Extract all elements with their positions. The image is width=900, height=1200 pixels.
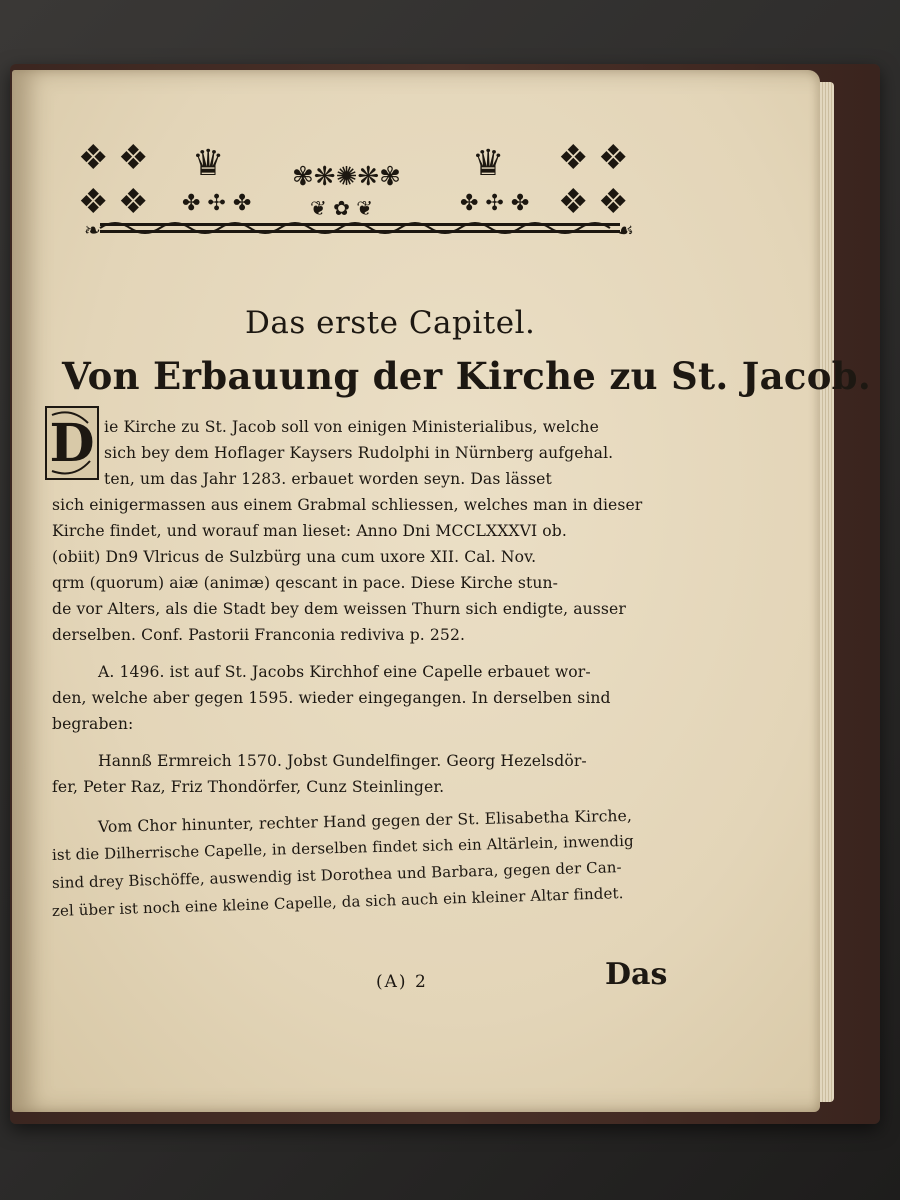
- drop-cap-initial: [44, 405, 100, 481]
- text-line: ten, um das Jahr 1283. erbauet worden seyn. Das lässet: [104, 470, 552, 488]
- svg-text:❖: ❖: [78, 138, 109, 178]
- svg-text:♛: ♛: [472, 143, 505, 184]
- svg-text:❖: ❖: [78, 182, 109, 222]
- text-line: begraben:: [52, 715, 134, 733]
- svg-text:❖: ❖: [558, 182, 589, 222]
- chapter-title: Das erste Capitel.: [245, 305, 536, 341]
- svg-text:✤ ✣ ✤: ✤ ✣ ✤: [460, 191, 530, 216]
- text-line: sich einigermassen aus einem Grabmal schliessen, welches man in dieser: [52, 496, 643, 514]
- chapter-heading: Von Erbauung der Kirche zu St. Jacob.: [62, 354, 872, 398]
- text-line: A. 1496. ist auf St. Jacobs Kirchhof eine Capelle erbauet wor-: [98, 663, 591, 681]
- ornament-band: [84, 218, 634, 242]
- svg-text:❖: ❖: [598, 182, 629, 222]
- svg-text:❧: ❧: [84, 218, 101, 242]
- text-line: ist die Dilherrische Capelle, in derselben findet sich ein Altärlein, inwendig: [51, 831, 634, 864]
- decorative-headpiece: [70, 135, 650, 245]
- text-line: Kirche findet, und worauf man lieset: Anno Dni MCCLXXXVI ob.: [52, 522, 567, 540]
- svg-text:✤ ✣ ✤: ✤ ✣ ✤: [182, 191, 252, 216]
- catchword: Das: [605, 957, 668, 992]
- drop-cap-letter: D: [49, 413, 95, 474]
- svg-text:❖: ❖: [598, 138, 629, 178]
- ornament-crown-left: [182, 143, 251, 216]
- text-line: fer, Peter Raz, Friz Thondörfer, Cunz Steinlinger.: [52, 778, 445, 796]
- text-line: derselben. Conf. Pastorii Franconia rediviva p. 252.: [52, 626, 466, 644]
- text-line: zel über ist noch eine kleine Capelle, da sich auch ein kleiner Altar findet.: [51, 884, 624, 920]
- svg-text:❖: ❖: [118, 182, 149, 222]
- text-line: qrm (quorum) aiæ (animæ) qescant in pace. Diese Kirche stun-: [52, 574, 559, 592]
- text-line: ie Kirche zu St. Jacob soll von einigen Ministerialibus, welche: [104, 418, 599, 436]
- signature-mark: (A) 2: [376, 972, 428, 992]
- ornament-center-flourish: [292, 162, 401, 220]
- svg-text:❖: ❖: [118, 138, 149, 178]
- svg-text:❖: ❖: [558, 138, 589, 178]
- svg-text:♛: ♛: [192, 143, 225, 184]
- ornament-rosettes-right: [558, 138, 628, 222]
- ornament-crown-right: [460, 143, 529, 216]
- text-line: sich bey dem Hoflager Kaysers Rudolphi in Nürnberg aufgehal.: [104, 444, 614, 462]
- text-line: Hannß Ermreich 1570. Jobst Gundelfinger. Georg Hezelsdör-: [98, 752, 587, 770]
- svg-text:❦ ✿ ❦: ❦ ✿ ❦: [310, 196, 373, 220]
- ornament-rosettes-left: [78, 138, 148, 222]
- svg-text:✾❋✺❋✾: ✾❋✺❋✾: [292, 162, 401, 192]
- text-line: sind drey Bischöffe, auswendig ist Dorothea und Barbara, gegen der Can-: [51, 858, 622, 892]
- svg-text:☙: ☙: [616, 218, 634, 242]
- text-line: (obiit) Dn9 Vlricus de Sulzbürg una cum uxore XII. Cal. Nov.: [52, 548, 537, 566]
- text-line: den, welche aber gegen 1595. wieder eingegangen. In derselben sind: [52, 689, 611, 707]
- text-line: Vom Chor hinunter, rechter Hand gegen der St. Elisabetha Kirche,: [97, 806, 633, 836]
- text-line: de vor Alters, als die Stadt bey dem weissen Thurn sich endigte, ausser: [52, 600, 626, 618]
